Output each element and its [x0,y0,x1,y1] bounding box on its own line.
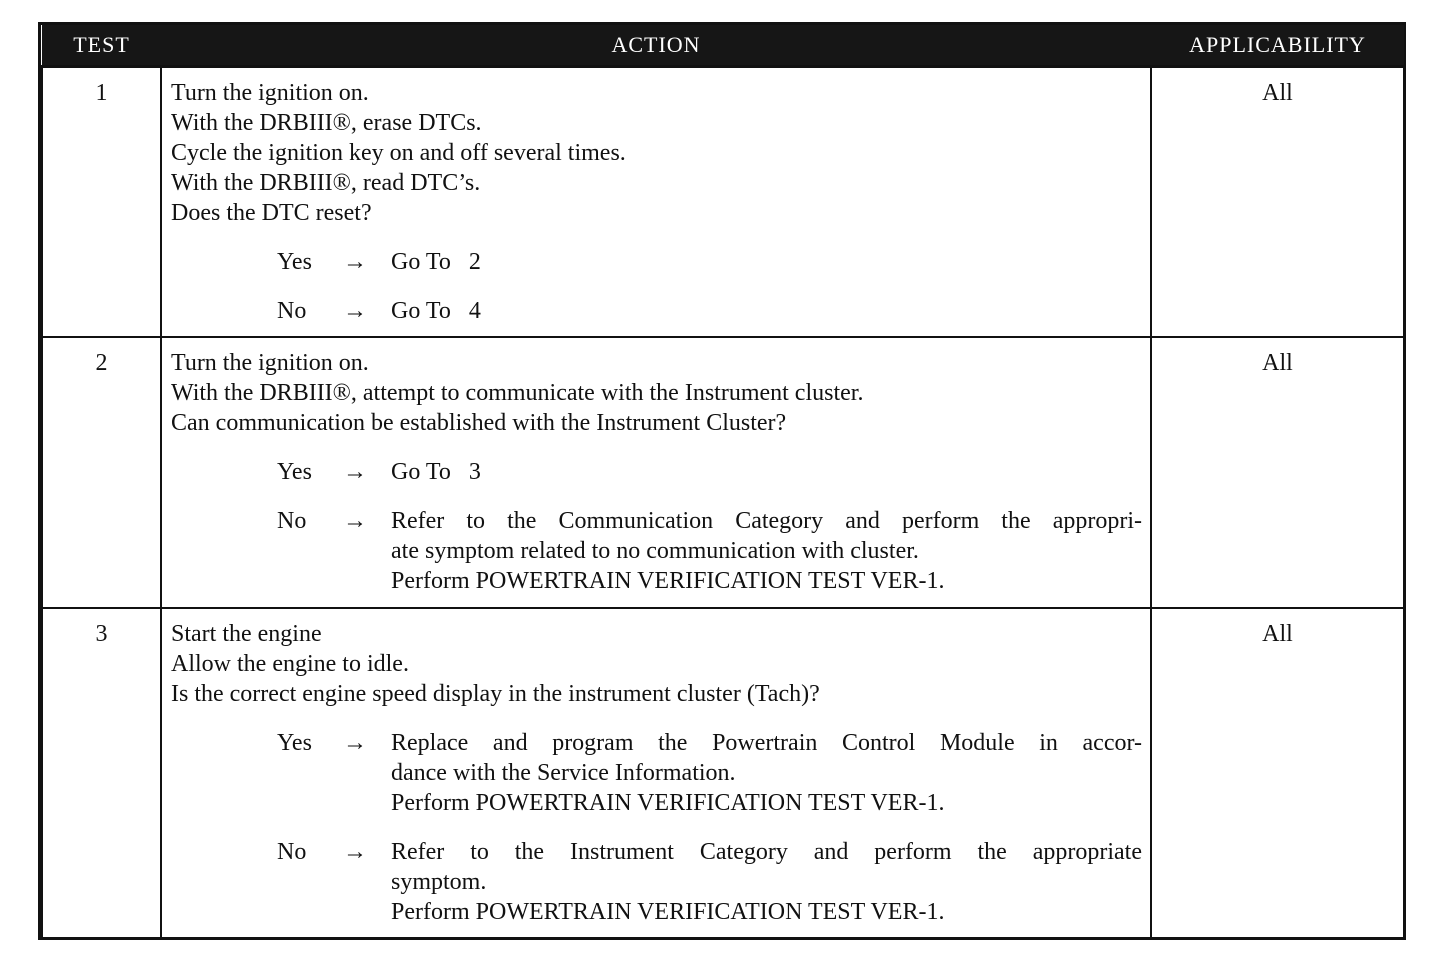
result-line: Replace and program the Powertrain Control Module in accor- [391,729,1142,756]
result-line: Go To 2 [391,249,481,275]
outcome-no [171,506,1142,596]
header-action: ACTION [161,25,1151,67]
table-header-row [42,25,1404,67]
table-row [42,67,1404,337]
action-step: Cycle the ignition key on and off several times. [171,140,626,166]
answer-label: No [277,298,307,324]
outcome-result [391,247,1142,277]
outcome-result [391,728,1142,818]
action-cell [161,67,1151,337]
applicability-value: All [1151,337,1404,608]
applicability-value: All [1151,67,1404,337]
answer-label: No [277,507,307,534]
action-step: With the DRBIII®, attempt to communicate with the Instrument cluster. [171,379,864,406]
header-test: TEST [42,25,161,67]
right-arrow-icon: → [343,838,367,865]
outcome-yes [171,247,1142,277]
action-step: With the DRBIII®, erase DTCs. [171,110,482,136]
action-step: Does the DTC reset? [171,200,372,226]
answer-label: No [277,838,307,865]
right-arrow-icon: → [343,507,367,534]
result-line: Refer to the Communication Category and perform the appropri- [391,507,1142,534]
table-row [42,337,1404,608]
outcome-result [391,837,1142,927]
table-row [42,608,1404,939]
test-table [41,25,1405,940]
result-line: dance with the Service Information. [391,759,736,786]
test-number: 1 [42,67,161,337]
right-arrow-icon: → [343,729,367,756]
test-number: 2 [42,337,161,608]
result-line: Perform POWERTRAIN VERIFICATION TEST VER-1. [391,567,945,594]
diagnostic-test-table [38,22,1406,940]
result-line: Refer to the Instrument Category and perform the appropriate [391,838,1142,865]
header-applicability: APPLICABILITY [1151,25,1404,67]
outcome-no [171,837,1142,927]
right-arrow-icon: → [343,298,367,324]
outcome-yes [171,457,1142,487]
result-line: ate symptom related to no communication with cluster. [391,537,919,564]
test-number: 3 [42,608,161,939]
answer-label: Yes [277,458,312,485]
action-cell [161,337,1151,608]
action-step: Is the correct engine speed display in the instrument cluster (Tach)? [171,680,820,707]
action-cell [161,608,1151,939]
right-arrow-icon: → [343,458,367,485]
action-step: Start the engine [171,620,322,647]
action-step: Allow the engine to idle. [171,650,409,677]
result-line: Go To 3 [391,458,481,485]
right-arrow-icon: → [343,249,367,275]
answer-label: Yes [277,729,312,756]
outcome-no [171,296,1142,326]
outcome-yes [171,728,1142,818]
applicability-value: All [1151,608,1404,939]
result-line: symptom. [391,868,487,895]
result-line: Go To 4 [391,298,481,324]
answer-label: Yes [277,249,312,275]
result-line: Perform POWERTRAIN VERIFICATION TEST VER-1. [391,898,945,925]
action-step: Turn the ignition on. [171,349,369,376]
outcome-result [391,296,1142,326]
action-step: Can communication be established with the Instrument Cluster? [171,409,787,436]
action-step: Turn the ignition on. [171,80,369,106]
action-step: With the DRBIII®, read DTC’s. [171,170,481,196]
outcome-result [391,457,1142,487]
outcome-result [391,506,1142,596]
result-line: Perform POWERTRAIN VERIFICATION TEST VER-1. [391,789,945,816]
